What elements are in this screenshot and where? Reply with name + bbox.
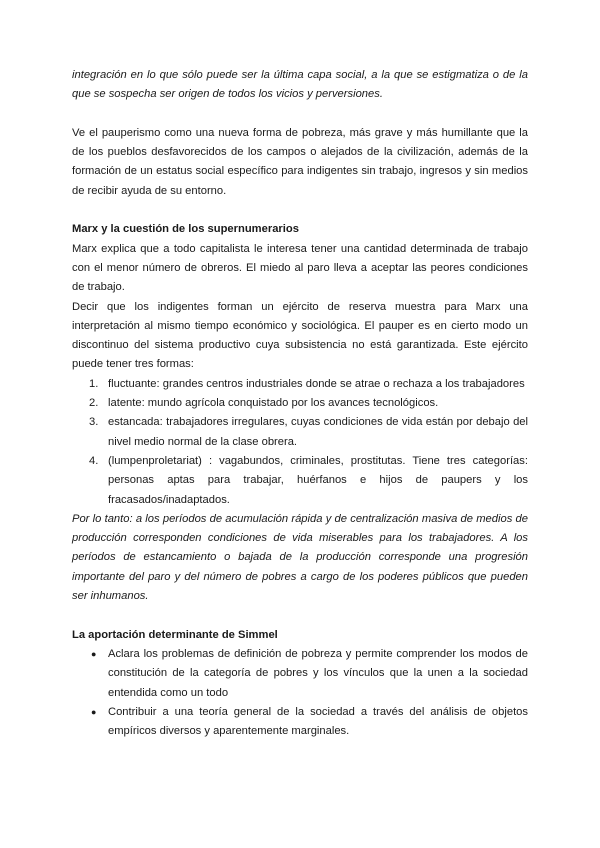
spacer bbox=[72, 201, 528, 220]
list-item bbox=[72, 375, 528, 394]
list-item-text: estancada: trabajadores irregulares, cuyas condiciones de vida están por debajo del nivel medio normal de la clase obrera. bbox=[108, 416, 528, 448]
list-item-text: (lumpenproletariat) : vagabundos, criminales, prostitutas. Tiene tres categorías: personas aptas para trabajar, huérfanos e hijos de paupers y los fracasados/inadaptados. bbox=[108, 454, 528, 506]
spacer bbox=[72, 606, 528, 625]
list-item-text: Aclara los problemas de definición de pobreza y permite comprender los modos de constitución de la categoría de pobres y los vínculos que la unen a la sociedad entendida como un todo bbox=[108, 647, 528, 699]
spacer bbox=[72, 105, 528, 124]
list-item bbox=[72, 394, 528, 413]
marx-section-heading: Marx y la cuestión de los supernumerarios bbox=[72, 223, 299, 236]
list-marker: 2. bbox=[89, 397, 99, 410]
list-marker: 3. bbox=[89, 416, 99, 429]
page-content bbox=[72, 66, 528, 741]
pauperism-paragraph: Ve el pauperismo como una nueva forma de pobreza, más grave y más humillante que la de los pueblos desfavorecidos de los campos o alejados de la civilización, además de la formación de un estatus social específico para indigentes sin trabajo, ingresos y sin medios de recibir ayuda de su entorno. bbox=[72, 126, 528, 197]
army-forms-list bbox=[72, 375, 528, 510]
list-marker: 4. bbox=[89, 454, 99, 467]
bullet-icon: ● bbox=[91, 706, 97, 717]
list-item bbox=[72, 413, 528, 452]
simmel-section-heading: La aportación determinante de Simmel bbox=[72, 628, 278, 641]
marx-conclusion-paragraph: Por lo tanto: a los períodos de acumulación rápida y de centralización masiva de medios de producción corresponden condiciones de vida miserables para los trabajadores. A los períodos de estancamiento o bajada de la producción corresponde una progresión importante del paro y del número de pobres a cargo de los poderes públicos que pueden ser inhumanos. bbox=[72, 512, 528, 603]
list-item bbox=[72, 645, 528, 703]
marx-paragraph-2: Decir que los indigentes forman un ejército de reserva muestra para Marx una interpretación al mismo tiempo económico y sociológica. El pauper es en cierto modo un discontinuo del sistema productivo cuya subsistencia no está garantizada. Este ejército puede tener tres formas: bbox=[72, 300, 528, 371]
marx-paragraph-1: Marx explica que a todo capitalista le interesa tener una cantidad determinada de trabajo con el menor número de obreros. El miedo al paro lleva a aceptar las peores condiciones de trabajo. bbox=[72, 242, 528, 294]
simmel-bullet-list bbox=[72, 645, 528, 741]
list-item bbox=[72, 452, 528, 510]
list-item-text: Contribuir a una teoría general de la sociedad a través del análisis de objetos empíricos diversos y aparentemente marginales. bbox=[108, 705, 528, 738]
bullet-icon: ● bbox=[91, 648, 97, 659]
list-marker: 1. bbox=[89, 377, 99, 390]
list-item-text: fluctuante: grandes centros industriales donde se atrae o rechaza a los trabajadores bbox=[108, 377, 525, 390]
list-item-text: latente: mundo agrícola conquistado por los avances tecnológicos. bbox=[108, 397, 439, 410]
intro-continuation-paragraph: integración en lo que sólo puede ser la última capa social, a la que se estigmatiza o de la que se sospecha ser origen de todos los vicios y perversiones. bbox=[72, 69, 528, 101]
list-item bbox=[72, 703, 528, 742]
